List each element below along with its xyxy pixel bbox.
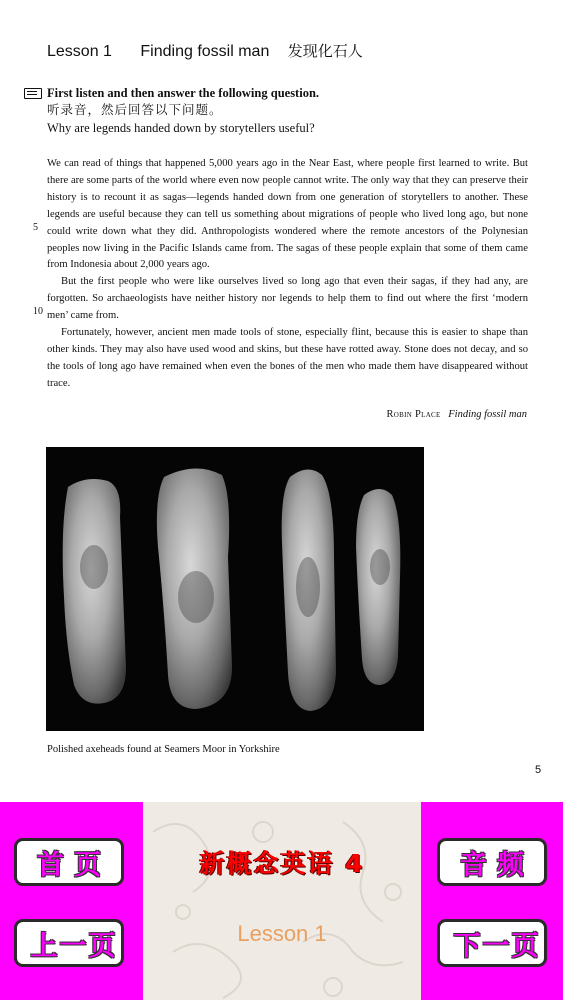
instruction-chinese: 听录音，然后回答以下问题。 [47,103,223,117]
credit-author: Robin Place [386,409,441,420]
question: Why are legends handed down by storytellers useful? [47,121,315,135]
home-button[interactable] [14,838,124,886]
lesson-title-chinese: 发现化石人 [287,43,363,60]
next-page-button[interactable] [437,919,547,967]
home-button-label: 首页 [37,849,111,881]
line-number: 5 [33,222,38,233]
paragraph: Fortunately, however, ancient men made tools of stone, especially flint, because this is easier to shape than other kinds. They may also have used wood and skins, but these have rotted away. Stone does not decay, and so the tools of long ago have remained when even the bones of the men who made them have disappeared without trace. [47,327,528,389]
photo-caption: Polished axeheads found at Seamers Moor in Yorkshire [47,744,280,755]
lesson-title-english: Finding fossil man [140,43,270,60]
prev-page-button[interactable] [14,919,124,967]
instructions [47,85,537,137]
passage-text [47,156,528,393]
current-lesson: Lesson 1 [237,921,327,946]
lesson-number: Lesson 1 [47,43,112,60]
navigation-bar [0,802,563,1000]
prev-page-button-label: 上一页 [30,930,118,962]
page-number: 5 [535,764,542,776]
lesson-heading [47,40,363,61]
instruction-english: First listen and then answer the following question. [47,86,320,100]
center-panel [143,802,421,1000]
paragraph: But the first people who were like ourselves lived so long ago that even their sagas, if they had any, are forgotten. So archaeologists have neither history nor legends to help them to find out where the first ‘modern men’ came from. [47,276,528,322]
cassette-icon [24,88,42,99]
floral-background [143,802,421,1000]
audio-button[interactable] [437,838,547,886]
left-nav-panel [0,802,143,1000]
next-page-button-label: 下一页 [453,930,541,962]
right-nav-panel [421,802,563,1000]
axeheads-photo [46,447,424,731]
source-credit [386,409,527,420]
audio-button-label: 音频 [460,849,534,881]
app-title: 新概念英语 4 [199,849,365,878]
credit-work: Finding fossil man [448,409,527,420]
line-number: 10 [33,306,43,317]
paragraph: We can read of things that happened 5,000 years ago in the Near East, where people first learned to write. But there are some parts of the world where even now people cannot write. The only way that they can preserve their history is to recount it as sagas—legends handed down from one generation of storytellers to another. These legends are useful because they can tell us something about migrations of people who lived long ago, but none could write down what they did. Anthropologists wondered where the remote ancestors of the Polynesian peoples now living in the Pacific Islands came from. The sagas of these people explain that some of them came from Indonesia about 2,000 years ago. [47,158,528,271]
